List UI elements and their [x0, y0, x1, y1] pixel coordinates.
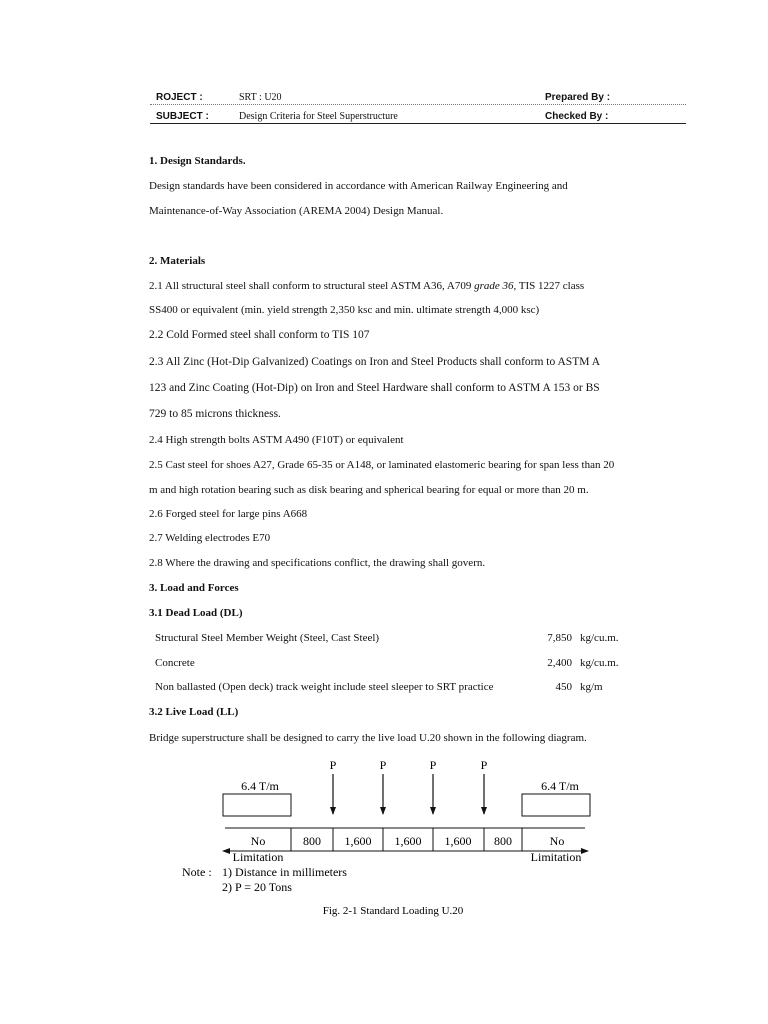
no-left-label: No — [250, 834, 266, 848]
dl-row-2-unit: kg/cu.m. — [580, 657, 619, 669]
no-right-label: No — [549, 834, 565, 848]
load-label-p1: P — [329, 758, 337, 772]
limitation-left-label: Limitation — [232, 850, 284, 864]
project-value: SRT : U20 — [239, 92, 282, 103]
udl-right-label: 6.4 T/m — [541, 779, 579, 793]
dl-row-3-unit: kg/m — [580, 681, 603, 693]
s2-p5-line-2: m and high rotation bearing such as disk bearing and spherical bearing for equal or more than 20 m. — [149, 484, 589, 496]
note-label: Note : — [182, 865, 212, 879]
dl-row-2-label: Concrete — [155, 657, 195, 669]
note-2: 2) P = 20 Tons — [222, 880, 292, 894]
section-1-heading: 1. Design Standards. — [149, 155, 246, 167]
s2-p2: 2.2 Cold Formed steel shall conform to TIS 107 — [149, 329, 370, 341]
load-label-p2: P — [379, 758, 387, 772]
s2-p3-line-2: 123 and Zinc Coating (Hot-Dip) on Iron and Steel Hardware shall conform to ASTM A 153 or BS — [149, 382, 600, 394]
figure-caption: Fig. 2-1 Standard Loading U.20 — [322, 905, 464, 917]
s2-p5-line-1: 2.5 Cast steel for shoes A27, Grade 65-35 or A148, or laminated elastomeric bearing for span less than 20 — [149, 459, 615, 471]
dim-label: 1,600 — [394, 834, 422, 848]
dim-label: 800 — [494, 834, 512, 848]
dl-row-1-label: Structural Steel Member Weight (Steel, Cast Steel) — [155, 632, 380, 644]
dim-label: 1,600 — [344, 834, 372, 848]
dl-row-2-value: 2,400 — [547, 657, 572, 669]
s1-line-1: Design standards have been considered in accordance with American Railway Engineering and — [149, 180, 568, 192]
s2-p3-line-3: 729 to 85 microns thickness. — [149, 408, 281, 420]
dl-row-1-value: 7,850 — [547, 632, 572, 644]
udl-left-box — [223, 794, 291, 816]
live-load-heading: 3.2 Live Load (LL) — [149, 706, 239, 718]
dl-row-3-label: Non ballasted (Open deck) track weight include steel sleeper to SRT practice — [155, 681, 494, 693]
s2-p4: 2.4 High strength bolts ASTM A490 (F10T) or equivalent — [149, 434, 404, 446]
dead-load-heading: 3.1 Dead Load (DL) — [149, 607, 243, 619]
section-2-heading: 2. Materials — [149, 255, 206, 267]
dim-label: 800 — [303, 834, 321, 848]
dl-row-1-unit: kg/cu.m. — [580, 632, 619, 644]
checked-by-label: Checked By : — [545, 111, 609, 122]
udl-right-box — [522, 794, 590, 816]
dim-label: 1,600 — [444, 834, 472, 848]
subject-value: Design Criteria for Steel Superstructure — [239, 111, 398, 122]
s2-p7: 2.7 Welding electrodes E70 — [149, 532, 271, 544]
load-label-p4: P — [480, 758, 488, 772]
limitation-right-label: Limitation — [530, 850, 582, 864]
dl-row-3-value: 450 — [555, 681, 572, 693]
s2-p6: 2.6 Forged steel for large pins A668 — [149, 508, 308, 520]
s2-p1-line-2: SS400 or equivalent (min. yield strength 2,350 ksc and min. ultimate strength 4,000 ksc) — [149, 304, 540, 316]
s2-p3-line-1: 2.3 All Zinc (Hot-Dip Galvanized) Coatings on Iron and Steel Products shall conform to ASTM A — [149, 356, 600, 368]
s2-p8: 2.8 Where the drawing and specifications conflict, the drawing shall govern. — [149, 557, 486, 569]
udl-left-label: 6.4 T/m — [241, 779, 279, 793]
s1-line-2: Maintenance-of-Way Association (AREMA 2004) Design Manual. — [149, 205, 444, 217]
live-load-text: Bridge superstructure shall be designed to carry the live load U.20 shown in the following diagram. — [149, 732, 587, 744]
section-3-heading: 3. Load and Forces — [149, 582, 239, 594]
s2-p1-line-1: 2.1 All structural steel shall conform to structural steel ASTM A36, A709 grade 36, TIS 1227 class — [149, 280, 585, 292]
note-1: 1) Distance in millimeters — [222, 865, 347, 879]
project-label: ROJECT : — [156, 92, 203, 103]
subject-label: SUBJECT : — [156, 111, 209, 122]
load-label-p3: P — [429, 758, 437, 772]
prepared-by-label: Prepared By : — [545, 92, 611, 103]
